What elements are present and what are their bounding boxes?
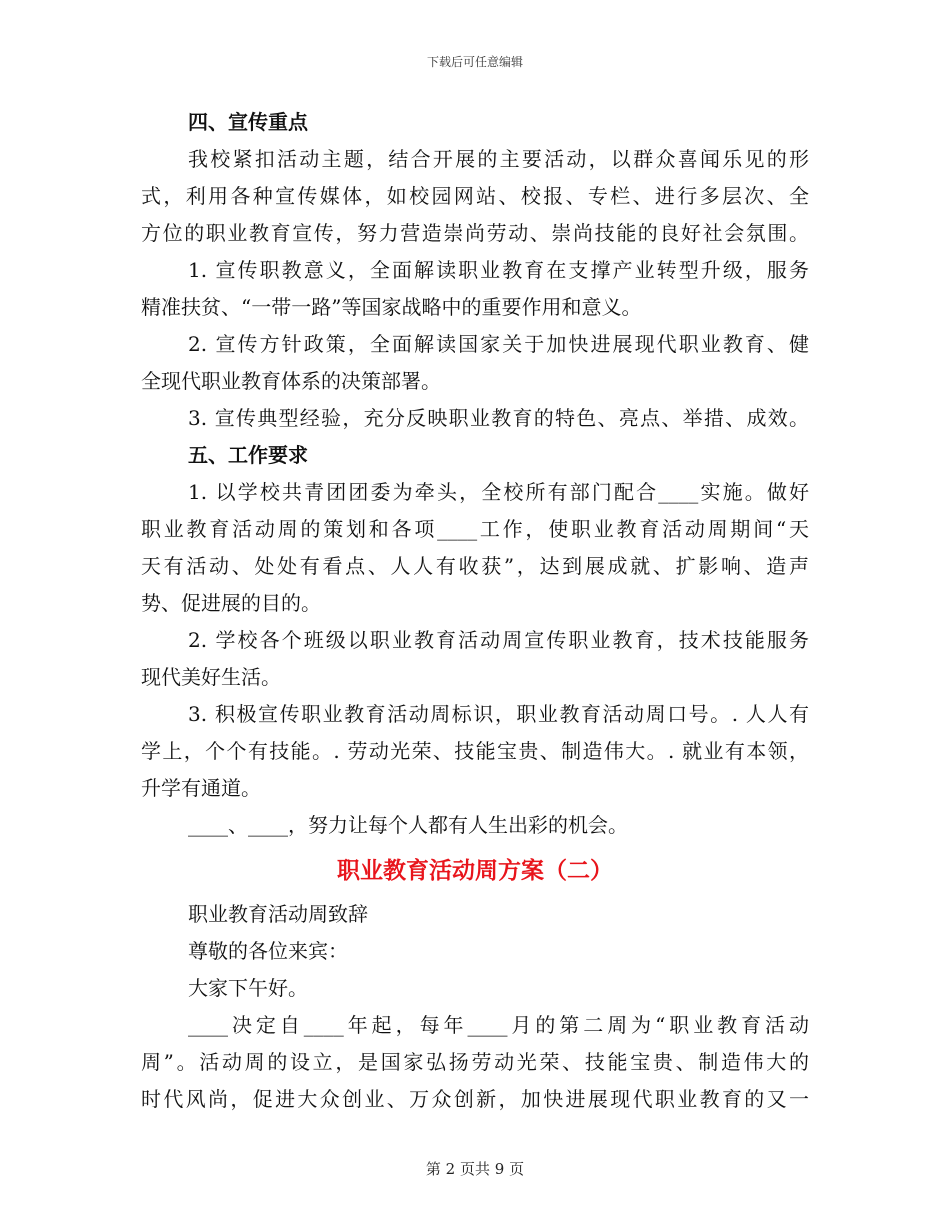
paragraph-line: ____决定自____年起，每年____月的第二周为“职业教育活动 (188, 1013, 809, 1037)
paragraph-line: 学上，个个有技能。. 劳动光荣、技能宝贵、制造伟大。. 就业有本领， (141, 739, 809, 763)
paragraph-line: 时代风尚，促进大众创业、万众创新，加快进展现代职业教育的又一 (141, 1087, 809, 1111)
paragraph-line: 天有活动、处处有看点、人人有收获”，达到展成就、扩影响、造声 (141, 554, 809, 578)
document-body (141, 104, 809, 1118)
paragraph-line: 2. 宣传方针政策，全面解读国家关于加快进展现代职业教育、健 (188, 332, 809, 356)
page-header: 下载后可任意编辑 (426, 55, 523, 69)
paragraph-line: 2. 学校各个班级以职业教育活动周宣传职业教育，技术技能服务 (188, 628, 809, 652)
document-title: 职业教育活动周方案（二） (337, 857, 613, 884)
paragraph-line: 职业教育活动周的策划和各项____工作，使职业教育活动周期间“天 (141, 517, 809, 541)
paragraph-line: 大家下午好。 (188, 976, 308, 1000)
paragraph-line: 升学有通道。 (141, 776, 261, 800)
section-heading: 四、宣传重点 (188, 110, 308, 134)
section-heading: 五、工作要求 (188, 443, 308, 467)
paragraph-line: 方位的职业教育宣传，努力营造崇尚劳动、崇尚技能的良好社会氛围。 (141, 221, 809, 245)
paragraph-line: 1. 以学校共青团团委为牵头，全校所有部门配合____实施。做好 (188, 480, 809, 504)
page-footer: 第 2 页共 9 页 (425, 1160, 525, 1178)
paragraph-line: 尊敬的各位来宾： (188, 939, 348, 963)
paragraph-line: 3. 积极宣传职业教育活动周标识，职业教育活动周口号。. 人人有 (188, 702, 809, 726)
paragraph-line: 势、促进展的目的。 (141, 591, 321, 615)
paragraph-line: 周”。活动周的设立，是国家弘扬劳动光荣、技能宝贵、制造伟大的 (141, 1050, 809, 1074)
paragraph-line: ____、____，努力让每个人都有人生出彩的机会。 (188, 813, 628, 837)
paragraph-line: 我校紧扣活动主题，结合开展的主要活动，以群众喜闻乐见的形 (188, 147, 809, 171)
paragraph-line: 全现代职业教育体系的决策部署。 (141, 369, 441, 393)
paragraph-line: 式，利用各种宣传媒体，如校园网站、校报、专栏、进行多层次、全 (141, 184, 809, 208)
paragraph-line: 精准扶贫、“一带一路”等国家战略中的重要作用和意义。 (141, 295, 642, 319)
paragraph-line: 3. 宣传典型经验，充分反映职业教育的特色、亮点、举措、成效。 (188, 406, 809, 430)
paragraph-line: 职业教育活动周致辞 (188, 902, 368, 926)
paragraph-line: 现代美好生活。 (141, 665, 281, 689)
paragraph-line: 1. 宣传职教意义，全面解读职业教育在支撑产业转型升级，服务 (188, 258, 809, 282)
